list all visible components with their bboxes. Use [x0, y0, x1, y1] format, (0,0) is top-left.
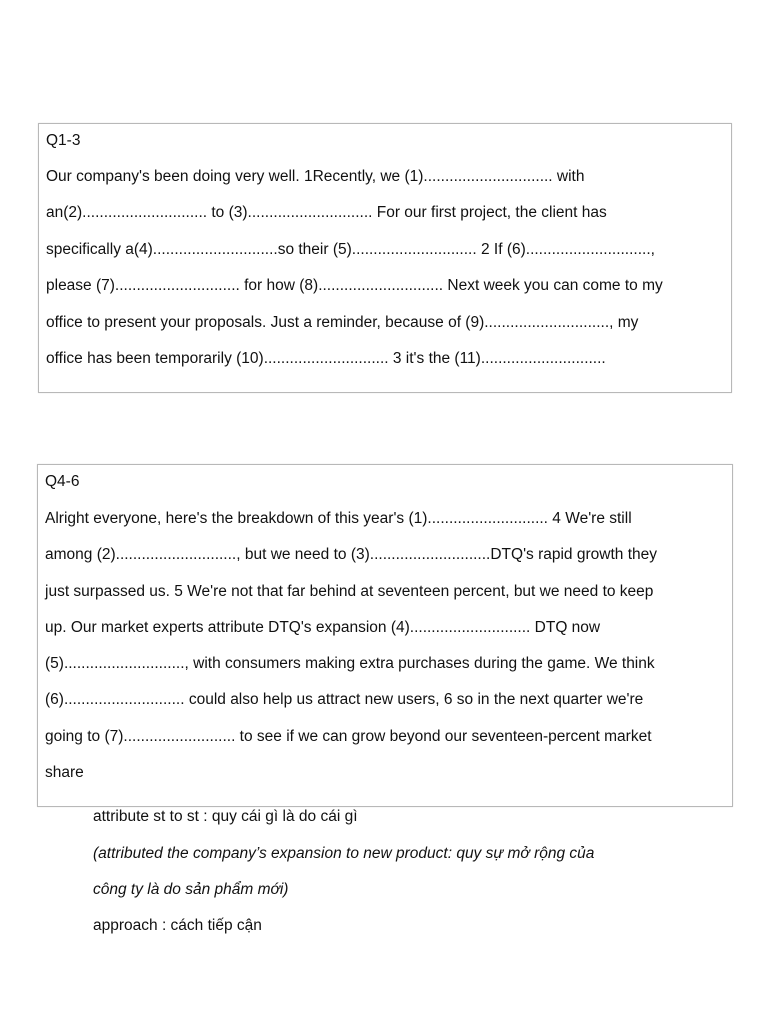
passage-line: specifically a(4).............................so their (5)............................. 2 If (6)............................., — [46, 241, 655, 258]
passage-line: please (7)............................. for how (8)............................. Next week you can come to my — [46, 277, 663, 294]
section-label-q1-3: Q1-3 — [46, 132, 81, 149]
passage-line: Alright everyone, here's the breakdown of this year's (1)............................ 4 We're still — [45, 510, 632, 527]
passage-line: (6)............................ could also help us attract new users, 6 so in the next quarter we're — [45, 691, 644, 708]
passage-line: office has been temporarily (10)............................. 3 it's the (11)............................. — [46, 350, 606, 367]
passage-line: among (2)............................, but we need to (3)............................DTQ's rapid growth they — [45, 546, 657, 563]
vocab-note: approach : cách tiếp cận — [93, 917, 262, 934]
vocab-example: công ty là do sản phẩm mới) — [93, 881, 289, 898]
passage-line: up. Our market experts attribute DTQ's expansion (4)............................ DTQ now — [45, 619, 601, 636]
passage-line: (5)............................, with consumers making extra purchases during the game. We think — [45, 655, 655, 672]
passage-line: just surpassed us. 5 We're not that far behind at seventeen percent, but we need to keep — [45, 583, 654, 600]
vocab-note: attribute st to st : quy cái gì là do cái gì — [93, 808, 358, 825]
passage-line: an(2)............................. to (3)............................. For our first project, the client has — [46, 204, 607, 221]
vocab-example: (attributed the company’s expansion to new product: quy sự mở rộng của — [93, 845, 595, 862]
passage-line: going to (7).......................... to see if we can grow beyond our seventeen-percent market — [45, 728, 652, 745]
section-label-q4-6: Q4-6 — [45, 473, 80, 490]
passage-line: share — [45, 764, 84, 781]
passage-line: Our company's been doing very well. 1Recently, we (1).............................. with — [46, 168, 585, 185]
passage-line: office to present your proposals. Just a reminder, because of (9)............................., my — [46, 314, 639, 331]
